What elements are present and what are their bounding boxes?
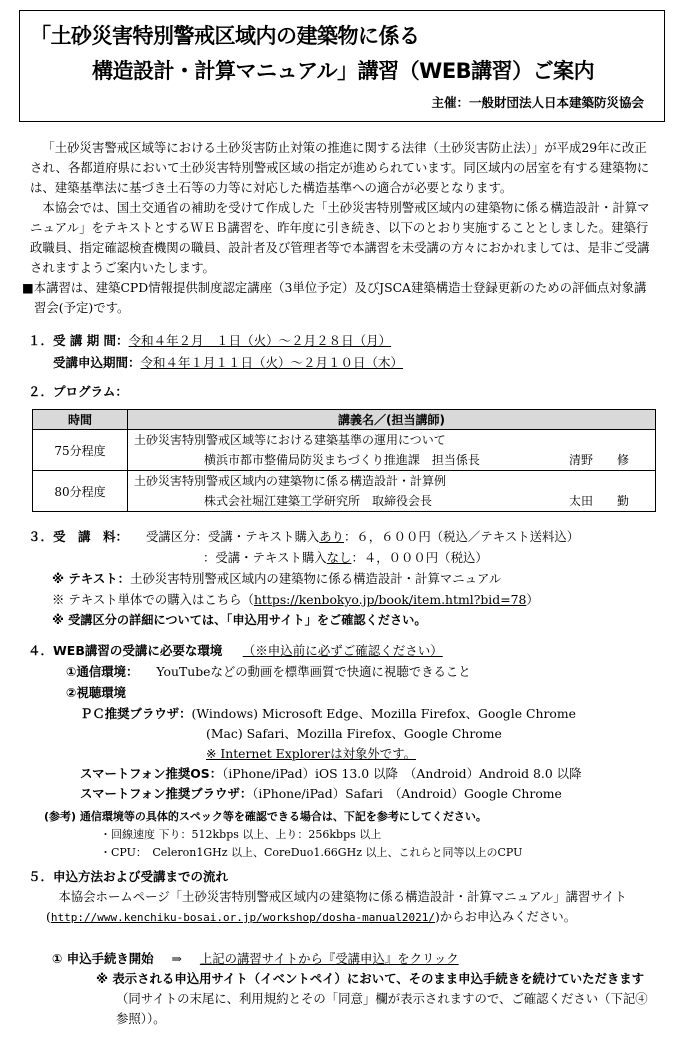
title-line-2: 構造設計・計算マニュアル」講習（WEB講習）ご案内 [92,59,595,83]
pc-ie-note [206,744,416,762]
pc-ie: ※ Internet Explorer [206,746,331,761]
step1-text: 上記の講習サイトから『受講申込』をクリック [199,951,459,966]
pc-ie-suffix: は対象外です。 [330,746,416,761]
env-2-label: ②視聴環境 [66,685,127,700]
text-value: 土砂災害特別警戒区域内の建築物に係る構造設計・計算マニュアル [130,571,502,586]
col-lecture: 講義名／(担当講師) [128,410,656,430]
spec-reference: (参考) 通信環境等の具体的スペック等を確認できる場合は、下記を参考にしてください。 [44,810,487,823]
title-box [19,10,665,122]
row-time: 80分程度 [33,471,128,512]
text-label: ※ テキスト： [52,571,131,586]
cpd-note: ■本講習は、建築CPD情報提供制度認定講座（3単位予定）及びJSCA建築構造士登録更新のための評価点対象講習会(予定)です。 [22,280,647,315]
fee-without-text [203,548,488,566]
row-lecturer-org: 横浜市都市整備局防災まちづくり推進課 担当係長 [204,453,480,467]
pc-windows: (Windows) Microsoft Edge、Mozilla Firefox、Google Chrome [191,706,576,721]
section-2-heading: ２．プログラム： [28,384,128,399]
section-5-paragraph [46,887,656,928]
section-4-note: （※申込前に必ずご確認ください） [242,643,443,658]
env-1 [66,662,471,680]
fee1-emph: あり [319,529,345,544]
sp-os [80,764,581,782]
buy-prefix: ※ テキスト単体での購入はこちら（ [52,592,254,607]
buy-link[interactable]: https://kenbokyo.jp/book/item.html?bid=78 [253,592,527,607]
step1-note-rest: （同サイトの末尾に、利用規約とその「同意」欄が表示されますので、ご確認ください（下記④参照））。 [116,991,648,1026]
section-1 [28,331,391,349]
pc-mac: (Mac) Safari、Mozilla Firefox、Google Chrome [206,726,502,741]
col-time: 時間 [33,410,128,430]
apply-period [53,353,403,371]
intro-paragraph-2: 本協会では、国土交通省の補助を受けて作成した「土砂災害特別警戒区域内の建築物に係る構造設計・計算マニュアル」をテキストとするＷＥＢ講習を、昨年度に引き続き、以下のとおり実施することとしました。建築行政職員、指定確認検査機関の職員、設計者及び管理者等で本講習を未受講の方々におかれましては、是非ご受講されますようご案内いたします。 [30,200,650,275]
row-lecturer-org: 株式会社堀江建築工学研究所 取締役会長 [204,494,433,508]
pc-browser [80,704,576,722]
sp-os-label: スマートフォン推奨OS： [80,766,223,781]
apply-value: 令和４年１月１１日（火）～２月１０日（木） [140,355,404,370]
period-label: １．受 講 期 間： [28,333,129,348]
section-4 [28,641,443,659]
workshop-link[interactable]: http://www.kenchiku-bosai.or.jp/workshop/dosha-manual2021/ [50,911,435,924]
fee1-label: 受講区分：受講・テキスト購入 [146,529,320,544]
fee2-emph: なし [326,550,352,565]
sp-os-value: （iPhone/iPad）iOS 13.0 以降 （Android）Android 8.0 以降 [222,766,582,781]
organizer: 主催：一般財団法人日本建築防災協会 [431,95,644,110]
fee1-amount: ：６，６００円（税込／テキスト送料込） [344,529,580,544]
row-lecturer-name: 清野 修 [568,453,629,467]
pc-label: ＰＣ推奨ブラウザ： [80,706,192,721]
intro-paragraph-1: 「土砂災害警戒区域等における土砂災害防止対策の推進に関する法律（土砂災害防止法）」が平成29年に改正され、各都道府県において土砂災害特別警戒区域の指定が進められています。同区域内の居室を有する建築物には、建築基準法に基づき土石等の力等に対応した構造基準への適合が必要となります。 [30,140,650,195]
row-title: 土砂災害特別警戒区域内の建築物に係る構造設計・計算例 [134,474,447,488]
table-row [33,430,656,471]
env1-label: ①通信環境： [66,664,139,679]
section-5-heading: ５．申込方法および受講までの流れ [28,869,229,884]
apply-label: 受講申込期間： [53,355,141,370]
buy-line [52,590,539,608]
step-1 [52,949,459,967]
step1-label: ① 申込手続き開始 [52,951,154,966]
row-lecturer-name: 太田 勤 [568,494,629,508]
table-row [33,471,656,512]
apply-text-prefix: 本協会ホームページ「土砂災害特別警戒区域内の建築物に係る構造設計・計算マニュアル」講習サイト( [46,889,627,924]
step1-note-bold: ※ 表示される申込用サイト（イベントペイ）において、そのまま申込手続きを続けていただきます [96,971,645,986]
fee-detail-note: ※ 受講区分の詳細については、「申込用サイト」をご確認ください。 [52,613,427,627]
fee2-amount: ：４，０００円（税込） [351,550,488,565]
section-4-heading: ４．WEB講習の受講に必要な環境 [28,643,223,658]
period-value: 令和４年２月 １日（火）～２月２８日（月） [128,333,392,348]
apply-text-suffix: )からお申込みください。 [434,909,577,924]
sp-browser [80,784,562,802]
arrow-right-icon: ⇒ [171,951,182,966]
row-time: 75分程度 [33,430,128,471]
sp-browser-value: （iPhone/iPad）Safari （Android）Google Chrome [252,786,562,801]
title-line-1: 「土砂災害特別警戒区域内の建築物に係る [30,24,420,48]
env1-value: YouTubeなどの動画を標準画質で快適に視聴できること [156,664,471,679]
spec-line-1: ・回線速度 下り：512kbps 以上、上り：256kbps 以上 [100,828,382,841]
sp-browser-label: スマートフォン推奨ブラウザ： [80,786,253,801]
step-1-note [96,969,656,1029]
text-line [52,569,501,587]
fee-with-text [146,527,579,545]
program-table [32,409,656,512]
fee2-label: ：受講・テキスト購入 [203,550,327,565]
row-title: 土砂災害特別警戒区域等における建築基準の運用について [134,433,446,447]
section-3-heading: ３．受 講 料： [28,529,129,544]
buy-suffix: ） [526,592,539,607]
spec-line-2: ・CPU： Celeron1GHz 以上、CoreDuo1.66GHz 以上、これらと同等以上のCPU [100,846,523,859]
